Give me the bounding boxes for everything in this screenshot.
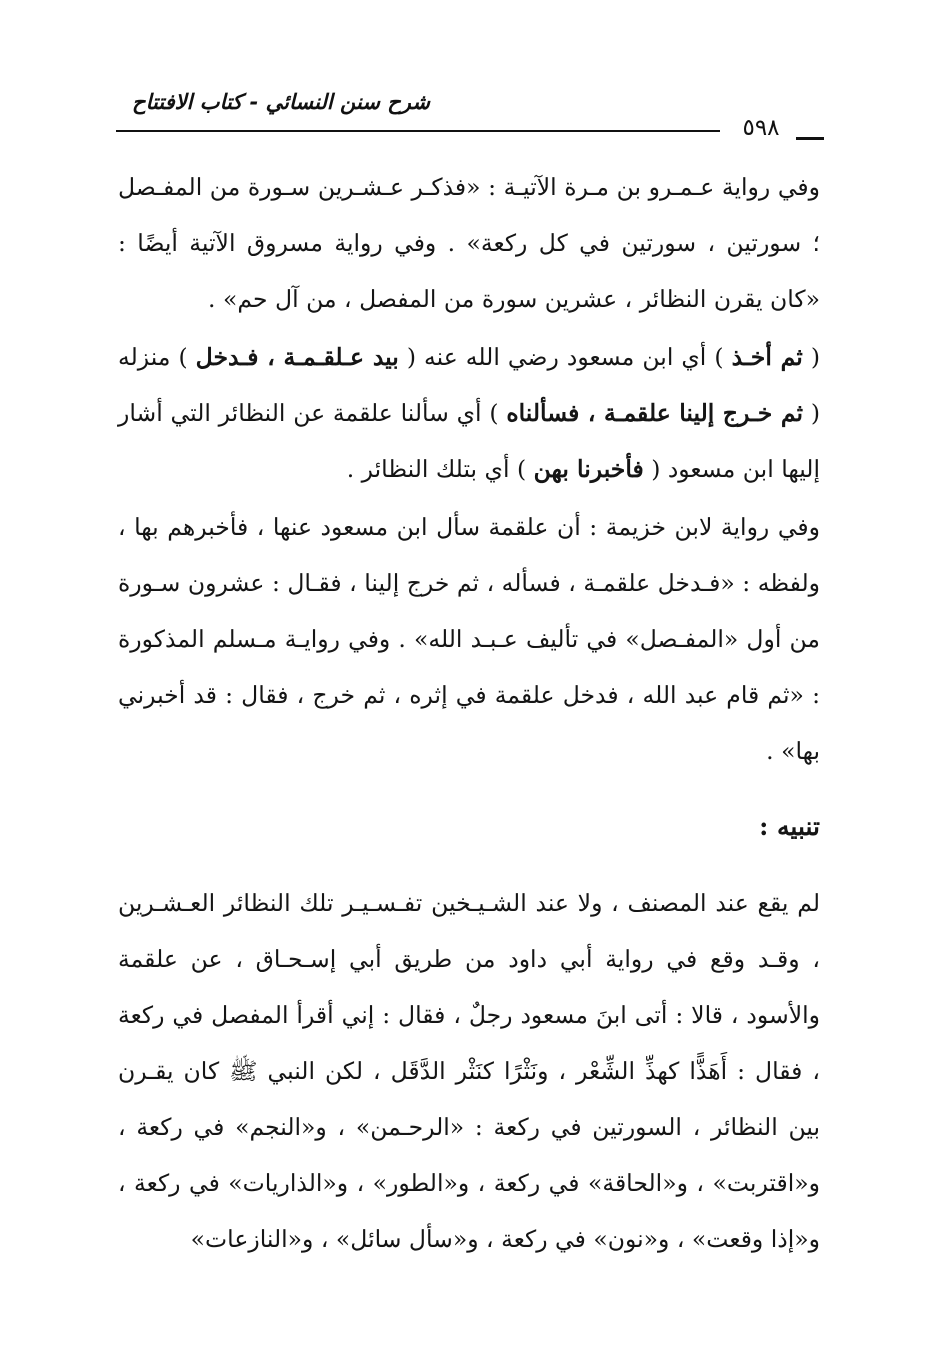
commentary-text-4: ) أي بتلك النظائر .: [346, 455, 534, 483]
paragraph-1-text: وفي رواية عـمـرو بن مـرة الآتيـة : «فذكـر عـشـرين سـورة من المفـصل ؛ سورتين ، سورتين في كل ركعة» . وفي رواية مسروق الآتية أيضًا : «كان يقرن النظائر ، عشرين سورة من المفصل ، من آل حم» .: [118, 173, 820, 313]
bold-term-thumma-kharaja: ثم خـرج إلينا علقمـة ، فسألناه: [506, 399, 804, 427]
section-heading-tanbih: تنبيه :: [759, 812, 820, 841]
paragraph-commentary: [118, 329, 820, 497]
header-rule: [116, 130, 720, 132]
commentary-text-3: ) أي سألنا علقمة عن النظائر التي أشار إليها ابن مسعود (: [118, 399, 820, 483]
paragraph-3-text: وفي رواية لابن خزيمة : أن علقمة سأل ابن مسعود عنها ، فأخبرهم بها ، ولفظه : «فـدخل علقمـة ، فسأله ، ثم خرج إلينا ، فقـال : عشرون سـورة من أول «المفـصل» في تأليف عـبـد الله» . وفي روايـة مـسلم المذكورة : «ثم قام عبد الله ، فدخل علقمة في إثره ، ثم خرج ، فقال : قد أخبرني بها» .: [118, 513, 820, 765]
page-number: ٥٩٨: [742, 115, 780, 141]
paragraph-4-text: لم يقع عند المصنف ، ولا عند الشـيـخين تفـسـيـر تلك النظائر العـشـرين ، وقـد وقع في رواية أبي داود من طريق أبي إسـحـاق ، عن علقمة والأسود ، قالا : أتى ابنَ مسعود رجلٌ ، فقال : إني أقرأ المفصل في ركعة ، فقال : أَهَذًّا كهذِّ الشِّعْر ، ونَثْرًا كنَثْر الدَّقَل ، لكن النبي ﷺ كان يقـرن بين النظائر ، السورتين في ركعة : «الرحـمن» ، و«النجم» في ركعة ، و«اقتربت» ، و«الحاقة» في ركعة ، و«الطور» ، و«الذاريات» في ركعة ، و«إذا وقعت» ، و«نون» في ركعة ، و«سأل سائل» ، و«النازعات»: [118, 889, 820, 1253]
open-paren-1: (: [802, 343, 821, 371]
paragraph-amr-ibn-murra: [118, 159, 820, 327]
bold-term-fa-akhbarana: فأخبرنا بهن: [533, 455, 644, 483]
bold-term-bi-yad-alqama: بيد عـلقـمـة ، فـدخل: [195, 343, 399, 371]
commentary-text-2: ) منزله (: [118, 343, 820, 427]
running-title: شرح سنن النسائي - كتاب الافتتاح: [132, 90, 430, 114]
commentary-text-1: ) أي ابن مسعود رضي الله عنه (: [398, 343, 732, 371]
paragraph-tanbih: [118, 875, 820, 1267]
page-number-dash: [796, 137, 824, 140]
bold-term-thumma-akhadha: ثم أخـذ: [731, 343, 803, 371]
paragraph-ibn-khuzayma: [118, 499, 820, 779]
